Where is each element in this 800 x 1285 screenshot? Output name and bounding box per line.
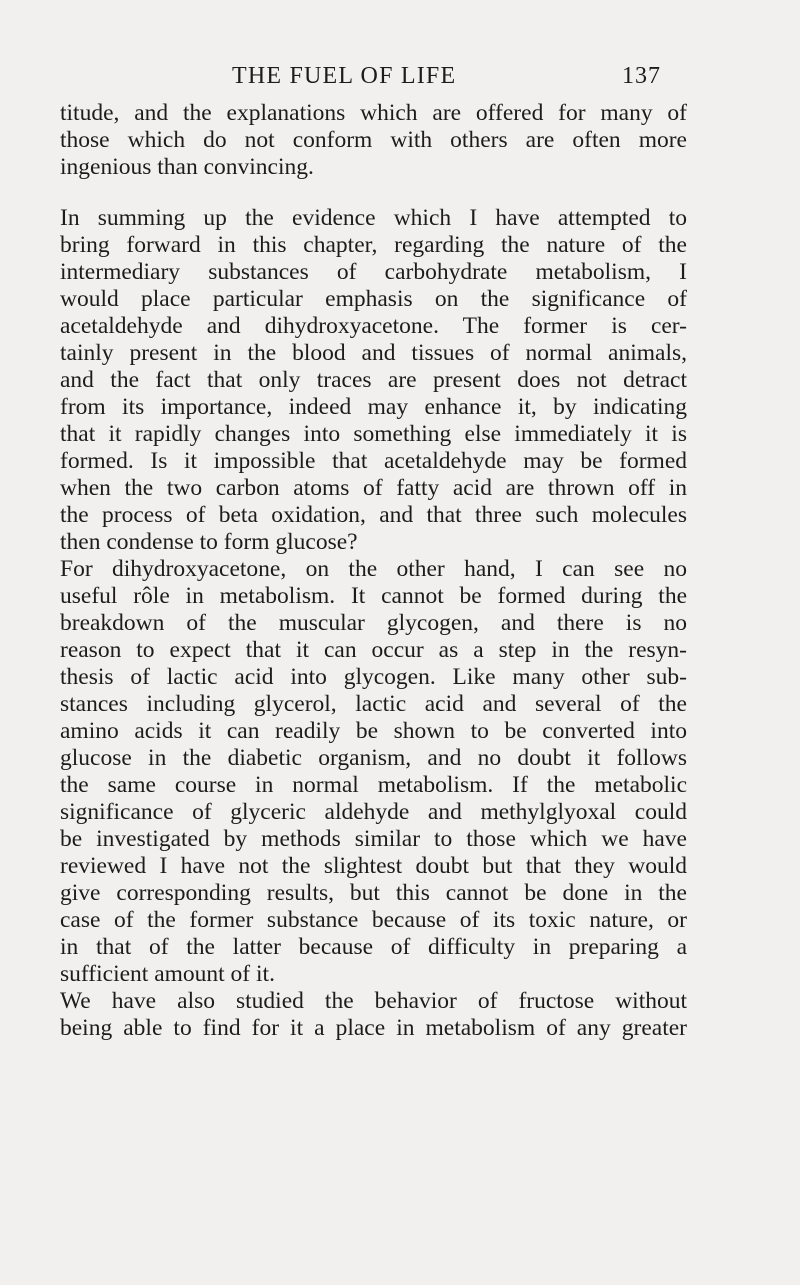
text-line: stances including glycerol, lactic acid and several of the xyxy=(60,691,687,717)
text-line: those which do not conform with others are often more xyxy=(60,127,687,153)
paragraph-3 xyxy=(60,556,687,988)
text-line: when the two carbon atoms of fatty acid are thrown off in xyxy=(60,475,687,501)
paragraph-4 xyxy=(60,988,687,1042)
text-line: We have also studied the behavior of fructose without xyxy=(60,988,687,1014)
text-line: formed. Is it impossible that acetaldehyde may be formed xyxy=(60,448,687,474)
text-line: case of the former substance because of its toxic nature, or xyxy=(60,907,687,933)
text-line: reviewed I have not the slightest doubt but that they would xyxy=(60,853,687,879)
text-line: and the fact that only traces are present does not detract xyxy=(60,367,687,393)
text-line: In summing up the evidence which I have attempted to xyxy=(60,205,687,231)
text-line: give corresponding results, but this cannot be done in the xyxy=(60,880,687,906)
text-line: thesis of lactic acid into glycogen. Like many other sub- xyxy=(60,664,687,690)
text-line: would place particular emphasis on the significance of xyxy=(60,286,687,312)
running-title: THE FUEL OF LIFE xyxy=(232,63,457,89)
text-line: the process of beta oxidation, and that three such molecules xyxy=(60,502,687,528)
text-line: sufficient amount of it. xyxy=(60,961,275,987)
text-line: from its importance, indeed may enhance it, by indicating xyxy=(60,394,687,420)
text-line: useful rôle in metabolism. It cannot be formed during the xyxy=(60,583,687,609)
text-line: tainly present in the blood and tissues of normal animals, xyxy=(60,340,687,366)
text-line: bring forward in this chapter, regarding the nature of the xyxy=(60,232,687,258)
text-line: breakdown of the muscular glycogen, and there is no xyxy=(60,610,687,636)
page-number: 137 xyxy=(622,63,661,89)
body-text xyxy=(60,100,687,1042)
text-line: intermediary substances of carbohydrate metabolism, I xyxy=(60,259,687,285)
text-line: ingenious than convincing. xyxy=(60,154,314,180)
paragraph-1 xyxy=(60,100,687,181)
text-line: acetaldehyde and dihydroxyacetone. The former is cer- xyxy=(60,313,687,339)
text-line: glucose in the diabetic organism, and no doubt it follows xyxy=(60,745,687,771)
text-line: being able to find for it a place in metabolism of any greater xyxy=(60,1015,687,1041)
text-line: be investigated by methods similar to those which we have xyxy=(60,826,687,852)
text-line: amino acids it can readily be shown to be converted into xyxy=(60,718,687,744)
paragraph-2 xyxy=(60,205,687,556)
text-line: that it rapidly changes into something else immediately it is xyxy=(60,421,687,447)
text-line: the same course in normal metabolism. If the metabolic xyxy=(60,772,687,798)
text-line: reason to expect that it can occur as a step in the resyn- xyxy=(60,637,687,663)
text-line: significance of glyceric aldehyde and methylglyoxal could xyxy=(60,799,687,825)
text-line: then condense to form glucose? xyxy=(60,529,358,555)
running-header xyxy=(0,58,800,94)
text-line: For dihydroxyacetone, on the other hand, I can see no xyxy=(60,556,687,582)
text-line: in that of the latter because of difficulty in preparing a xyxy=(60,934,687,960)
text-line: titude, and the explanations which are offered for many of xyxy=(60,100,687,126)
